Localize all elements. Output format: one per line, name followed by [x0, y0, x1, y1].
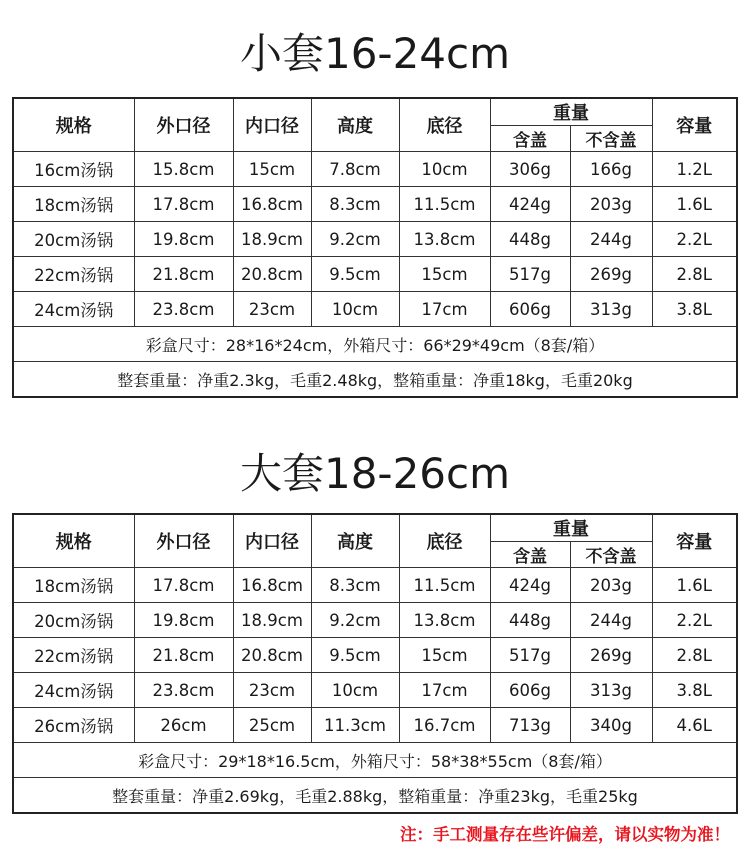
table-row — [13, 187, 737, 222]
weight-row — [13, 778, 737, 814]
cell-inner: 23cm — [233, 292, 311, 327]
cell-height: 10cm — [311, 673, 399, 708]
header-height: 高度 — [311, 514, 399, 568]
cell-spec: 26cm汤锅 — [13, 708, 134, 743]
cell-inner: 20.8cm — [233, 257, 311, 292]
header-height: 高度 — [311, 98, 399, 152]
header-with-lid: 含盖 — [490, 126, 570, 152]
cell-inner: 20.8cm — [233, 638, 311, 673]
table-row — [13, 638, 737, 673]
cell-with-lid: 448g — [490, 603, 570, 638]
header-with-lid: 含盖 — [490, 542, 570, 568]
cell-capacity: 1.6L — [652, 568, 737, 603]
header-base-diameter: 底径 — [399, 98, 490, 152]
cell-without-lid: 244g — [570, 603, 652, 638]
cell-base: 16.7cm — [399, 708, 490, 743]
cell-height: 9.5cm — [311, 257, 399, 292]
cell-spec: 22cm汤锅 — [13, 257, 134, 292]
cell-with-lid: 606g — [490, 673, 570, 708]
cell-spec: 18cm汤锅 — [13, 568, 134, 603]
cell-spec: 16cm汤锅 — [13, 152, 134, 187]
header-weight: 重量 — [490, 514, 652, 542]
table-row — [13, 708, 737, 743]
cell-base: 13.8cm — [399, 222, 490, 257]
spec-table-small-set — [12, 97, 738, 398]
measurement-disclaimer: 注：手工测量存在些许偏差，请以实物为准！ — [400, 825, 730, 844]
cell-height: 8.3cm — [311, 568, 399, 603]
header-capacity: 容量 — [652, 98, 737, 152]
cell-outer: 17.8cm — [134, 568, 233, 603]
cell-outer: 19.8cm — [134, 222, 233, 257]
cell-with-lid: 517g — [490, 638, 570, 673]
box-size-row — [13, 743, 737, 778]
cell-base: 13.8cm — [399, 603, 490, 638]
cell-spec: 22cm汤锅 — [13, 638, 134, 673]
cell-outer: 23.8cm — [134, 673, 233, 708]
cell-height: 9.5cm — [311, 638, 399, 673]
table-row — [13, 257, 737, 292]
cell-without-lid: 203g — [570, 568, 652, 603]
cell-base: 11.5cm — [399, 568, 490, 603]
cell-inner: 15cm — [233, 152, 311, 187]
cell-inner: 16.8cm — [233, 187, 311, 222]
header-base-diameter: 底径 — [399, 514, 490, 568]
cell-capacity: 1.6L — [652, 187, 737, 222]
cell-base: 17cm — [399, 292, 490, 327]
cell-inner: 16.8cm — [233, 568, 311, 603]
cell-capacity: 2.8L — [652, 257, 737, 292]
cell-capacity: 2.2L — [652, 222, 737, 257]
table-row — [13, 568, 737, 603]
table-row — [13, 673, 737, 708]
header-inner-diameter: 内口径 — [233, 98, 311, 152]
cell-spec: 24cm汤锅 — [13, 292, 134, 327]
cell-with-lid: 448g — [490, 222, 570, 257]
cell-with-lid: 517g — [490, 257, 570, 292]
cell-capacity: 2.2L — [652, 603, 737, 638]
cell-without-lid: 313g — [570, 673, 652, 708]
cell-base: 15cm — [399, 257, 490, 292]
cell-without-lid: 269g — [570, 638, 652, 673]
section-title-large-set: 大套18-26cm — [239, 449, 511, 498]
cell-outer: 23.8cm — [134, 292, 233, 327]
table-row — [13, 292, 737, 327]
cell-without-lid: 203g — [570, 187, 652, 222]
header-outer-diameter: 外口径 — [134, 98, 233, 152]
cell-without-lid: 340g — [570, 708, 652, 743]
cell-spec: 20cm汤锅 — [13, 222, 134, 257]
cell-height: 11.3cm — [311, 708, 399, 743]
weight-row — [13, 362, 737, 398]
cell-inner: 18.9cm — [233, 603, 311, 638]
cell-without-lid: 166g — [570, 152, 652, 187]
box-size-note: 彩盒尺寸：29*18*16.5cm，外箱尺寸：58*38*55cm（8套/箱） — [13, 743, 737, 778]
cell-base: 11.5cm — [399, 187, 490, 222]
cell-with-lid: 424g — [490, 568, 570, 603]
cell-outer: 15.8cm — [134, 152, 233, 187]
box-size-note: 彩盒尺寸：28*16*24cm，外箱尺寸：66*29*49cm（8套/箱） — [13, 327, 737, 362]
cell-height: 9.2cm — [311, 222, 399, 257]
cell-with-lid: 424g — [490, 187, 570, 222]
cell-outer: 19.8cm — [134, 603, 233, 638]
cell-inner: 18.9cm — [233, 222, 311, 257]
cell-capacity: 2.8L — [652, 638, 737, 673]
cell-with-lid: 306g — [490, 152, 570, 187]
cell-spec: 20cm汤锅 — [13, 603, 134, 638]
set-weight-note: 整套重量：净重2.69kg，毛重2.88kg，整箱重量：净重23kg，毛重25kg — [13, 778, 737, 814]
cell-inner: 23cm — [233, 673, 311, 708]
cell-base: 17cm — [399, 673, 490, 708]
cell-with-lid: 713g — [490, 708, 570, 743]
cell-spec: 24cm汤锅 — [13, 673, 134, 708]
cell-inner: 25cm — [233, 708, 311, 743]
cell-without-lid: 244g — [570, 222, 652, 257]
cell-height: 7.8cm — [311, 152, 399, 187]
cell-without-lid: 313g — [570, 292, 652, 327]
cell-capacity: 3.8L — [652, 673, 737, 708]
header-weight: 重量 — [490, 98, 652, 126]
cell-with-lid: 606g — [490, 292, 570, 327]
cell-height: 9.2cm — [311, 603, 399, 638]
table-row — [13, 603, 737, 638]
header-outer-diameter: 外口径 — [134, 514, 233, 568]
section-title-small-set: 小套16-24cm — [239, 29, 511, 78]
table-row — [13, 152, 737, 187]
header-spec: 规格 — [13, 514, 134, 568]
cell-spec: 18cm汤锅 — [13, 187, 134, 222]
cell-height: 10cm — [311, 292, 399, 327]
cell-outer: 26cm — [134, 708, 233, 743]
header-inner-diameter: 内口径 — [233, 514, 311, 568]
cell-capacity: 3.8L — [652, 292, 737, 327]
header-capacity: 容量 — [652, 514, 737, 568]
cell-outer: 17.8cm — [134, 187, 233, 222]
box-size-row — [13, 327, 737, 362]
cell-height: 8.3cm — [311, 187, 399, 222]
cell-outer: 21.8cm — [134, 638, 233, 673]
header-without-lid: 不含盖 — [570, 126, 652, 152]
cell-outer: 21.8cm — [134, 257, 233, 292]
set-weight-note: 整套重量：净重2.3kg，毛重2.48kg，整箱重量：净重18kg，毛重20kg — [13, 362, 737, 398]
table-row — [13, 222, 737, 257]
cell-base: 15cm — [399, 638, 490, 673]
header-without-lid: 不含盖 — [570, 542, 652, 568]
spec-table-large-set — [12, 513, 738, 814]
cell-capacity: 4.6L — [652, 708, 737, 743]
cell-base: 10cm — [399, 152, 490, 187]
cell-capacity: 1.2L — [652, 152, 737, 187]
cell-without-lid: 269g — [570, 257, 652, 292]
header-spec: 规格 — [13, 98, 134, 152]
